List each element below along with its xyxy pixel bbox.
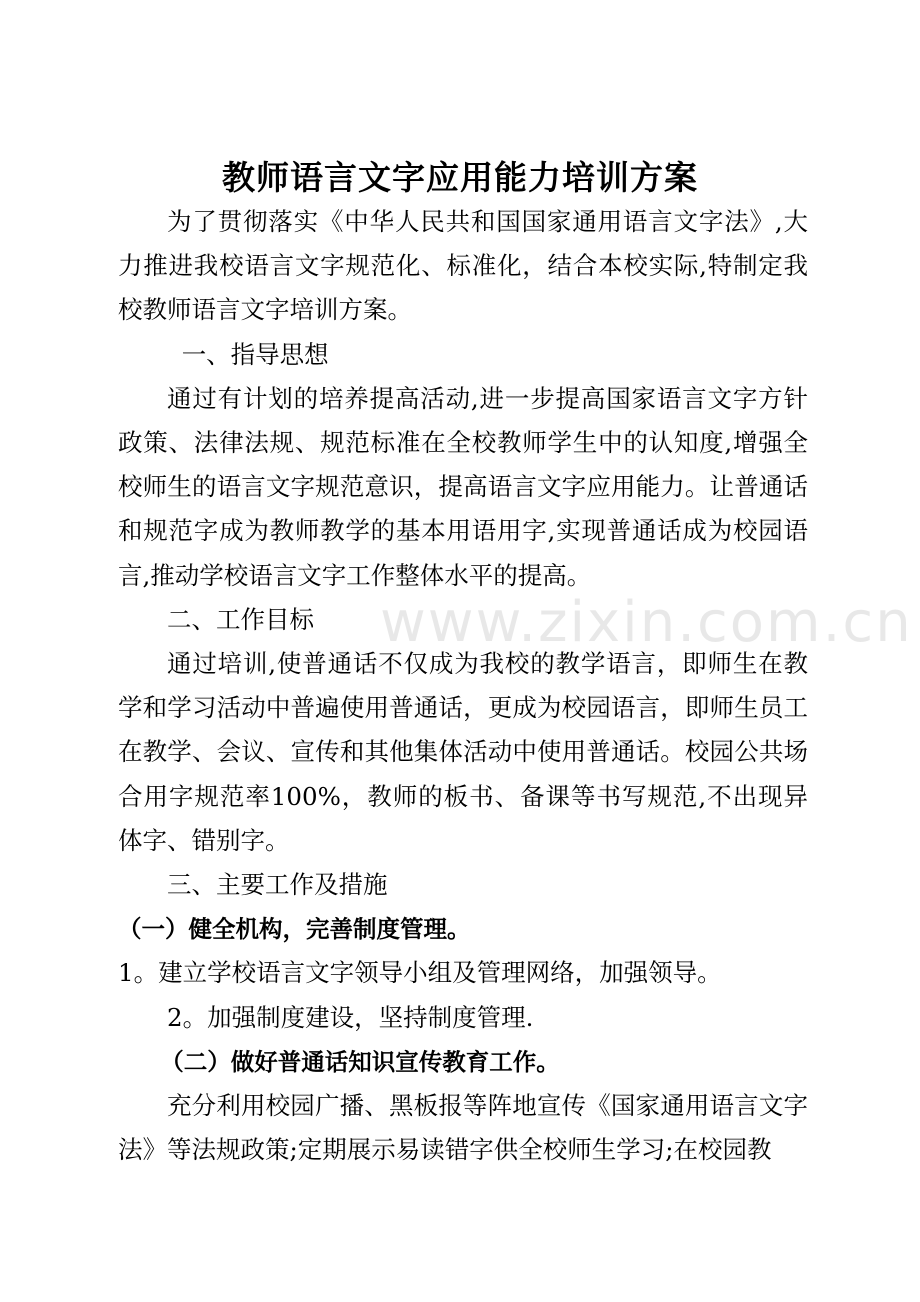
section-3-heading: 三、主要工作及措施: [167, 870, 388, 900]
document-title: 教师语言文字应用能力培训方案: [222, 158, 698, 197]
section-2-paragraph: 通过培训,使普通话不仅成为我校的教学语言，即师生在教学和学习活动中普遍使用普通话，更成为校园语言，即师生员工在教学、会议、宣传和其他集体活动中使用普通话。校园公共场合用字规范率100%，教师的板书、备课等书写规范,不出现异体字、错别字。: [118, 649, 808, 855]
intro-paragraph: 为了贯彻落实《中华人民共和国国家通用语言文字法》,大力推进我校语言文字规范化、标准化，结合本校实际,特制定我校教师语言文字培训方案。: [118, 207, 808, 325]
section-2-heading: 二、工作目标: [167, 604, 314, 634]
section-1-heading: 一、指导思想: [181, 339, 329, 369]
subsection-1-heading: （一）健全机构，完善制度管理。: [118, 915, 471, 944]
subsection-2-paragraph: 充分利用校园广播、黑板报等阵地宣传《国家通用语言文字法》等法规政策;定期展示易读错字供全校师生学习;在校园教: [118, 1091, 808, 1165]
section-1-paragraph: 通过有计划的培养提高活动,进一步提高国家语言文字方针政策、法律法规、规范标准在全校教师学生中的认知度,增强全校师生的语言文字规范意识，提高语言文字应用能力。让普通话和规范字成为教师教学的基本用语用字,实现普通话成为校园语言,推动学校语言文字工作整体水平的提高。: [118, 383, 808, 590]
list-item-2: 2。加强制度建设，坚持制度管理.: [167, 1002, 534, 1032]
document-body: [118, 200, 808, 1172]
list-item-1: 1。建立学校语言文字领导小组及管理网络，加强领导。: [118, 958, 722, 988]
subsection-2-heading: （二）做好普通话知识宣传教育工作。: [160, 1047, 560, 1076]
watermark: www.zixin.com.cn: [380, 590, 913, 655]
